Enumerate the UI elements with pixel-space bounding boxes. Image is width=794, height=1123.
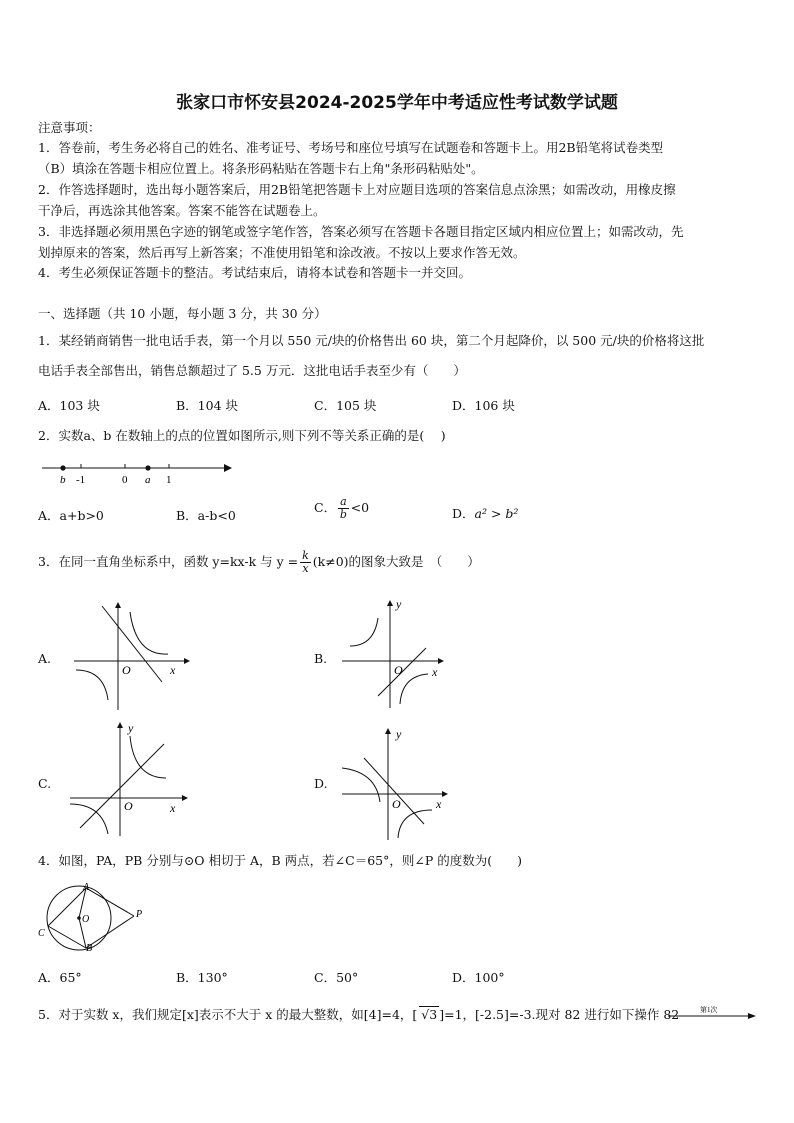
svg-text:B: B [86, 943, 93, 952]
q3-graph-d [338, 724, 450, 844]
svg-text:O: O [124, 799, 133, 813]
q1-option-b: B．104 块 [176, 398, 239, 413]
label-0: 0 [122, 474, 128, 486]
q3-graph-b [338, 596, 448, 712]
q2-option-a: A．a+b>0 [38, 508, 104, 523]
notice-item: 1．答卷前，考生务必将自己的姓名、准考证号、考场号和座位号填写在试题卷和答题卡上。用2B铅笔将试卷类型 [38, 140, 664, 155]
q4-option-a: A．65° [38, 970, 82, 985]
q4-option-b: B．130° [176, 970, 228, 985]
q2-option-b: B．a-b<0 [176, 508, 236, 523]
svg-text:C: C [38, 928, 45, 939]
svg-text:x: x [170, 801, 176, 815]
svg-text:O: O [82, 914, 90, 925]
svg-text:O: O [392, 797, 401, 811]
q3-label-b: B. [314, 651, 328, 666]
q1-stem-line2: 电话手表全部售出，销售总额超过了 5.5 万元．这批电话手表至少有（ ） [38, 363, 466, 378]
svg-text:y: y [128, 721, 134, 735]
svg-text:O: O [394, 663, 403, 677]
q4-circle-figure [34, 880, 154, 952]
notice-item: （B）填涂在答题卡相应位置上。将条形码粘贴在答题卡右上角"条形码粘贴处"。 [38, 161, 484, 176]
svg-text:x: x [432, 665, 438, 679]
q3-label-a: A. [38, 651, 52, 666]
notice-item: 划掉原来的答案，然后再写上新答案；不准使用铅笔和涂改液。不按以上要求作答无效。 [38, 245, 526, 260]
notice-item: 3．非选择题必须用黑色字迹的钢笔或签字笔作答，答案必须写在答题卡各题目指定区域内相应位置上；如需改动，先 [38, 224, 684, 239]
q1-option-d: D．106 块 [452, 398, 515, 413]
svg-text:P: P [136, 909, 143, 920]
notice-item: 2．作答选择题时，选出每小题答案后，用2B铅笔把答题卡上对应题目选项的答案信息点涂黑；如需改动，用橡皮擦 [38, 182, 676, 197]
notice-item: 4．考生必须保证答题卡的整洁。考试结束后，请将本试卷和答题卡一并交回。 [38, 265, 471, 280]
svg-text:x: x [436, 797, 442, 811]
notice-item: 干净后，再选涂其他答案。答案不能答在试题卷上。 [38, 203, 326, 218]
q3-graph-c [66, 718, 192, 840]
q4-option-c: C．50° [314, 970, 359, 985]
label-a: a [145, 474, 151, 486]
q3-stem: 3．在同一直角坐标系中，函数 y=kx-k 与 y = $\frac{k}{x}$ (k≠0)的图象大致是 （ ） [38, 549, 480, 575]
q2-stem: 2．实数a、b 在数轴上的点的位置如图所示,则下列不等关系正确的是( ) [38, 428, 446, 443]
q4-option-d: D．100° [452, 970, 505, 985]
page-title: 张家口市怀安县2024-2025学年中考适应性考试数学试题 [176, 93, 618, 113]
point-a [145, 465, 150, 470]
notice-heading: 注意事项： [38, 120, 101, 135]
svg-text:A: A [83, 882, 90, 893]
q2-option-c: C． $\frac{a}{b}$ <0 [314, 495, 370, 521]
svg-text:y: y [396, 727, 402, 741]
section-heading: 一、选择题（共 10 小题，每小题 3 分，共 30 分） [38, 306, 327, 321]
label-1: 1 [166, 474, 172, 486]
q2-option-d: D．a² > b² [452, 506, 519, 521]
svg-text:第1次: 第1次 [700, 1006, 718, 1014]
label-b: b [60, 474, 66, 486]
q5-stem: 5．对于实数 x，我们规定[x]表示不大于 x 的最大整数，如[4]=4，[ √3 ]=1，[-2.5]=-3.现对 82 进行如下操作 82 [38, 1007, 680, 1022]
label-neg1: -1 [76, 474, 86, 486]
q2-number-line [38, 458, 238, 490]
q1-option-a: A．103 块 [38, 398, 100, 413]
q1-stem-line1: 1．某经销商销售一批电话手表，第一个月以 550 元/块的价格售出 60 块，第二个月起降价，以 500 元/块的价格将这批 [38, 333, 705, 348]
svg-text:O: O [122, 663, 131, 677]
q1-option-c: C．105 块 [314, 398, 377, 413]
q4-stem: 4．如图，PA，PB 分别与⊙O 相切于 A，B 两点，若∠C＝65°，则∠P 的度数为( ) [38, 853, 522, 868]
q3-label-c: C. [38, 776, 52, 791]
svg-text:y: y [396, 597, 402, 611]
q3-label-d: D. [314, 776, 328, 791]
q3-graph-a [66, 600, 192, 712]
point-b [60, 465, 65, 470]
svg-text:x: x [170, 663, 176, 677]
q5-operation-arrow [666, 1002, 758, 1022]
